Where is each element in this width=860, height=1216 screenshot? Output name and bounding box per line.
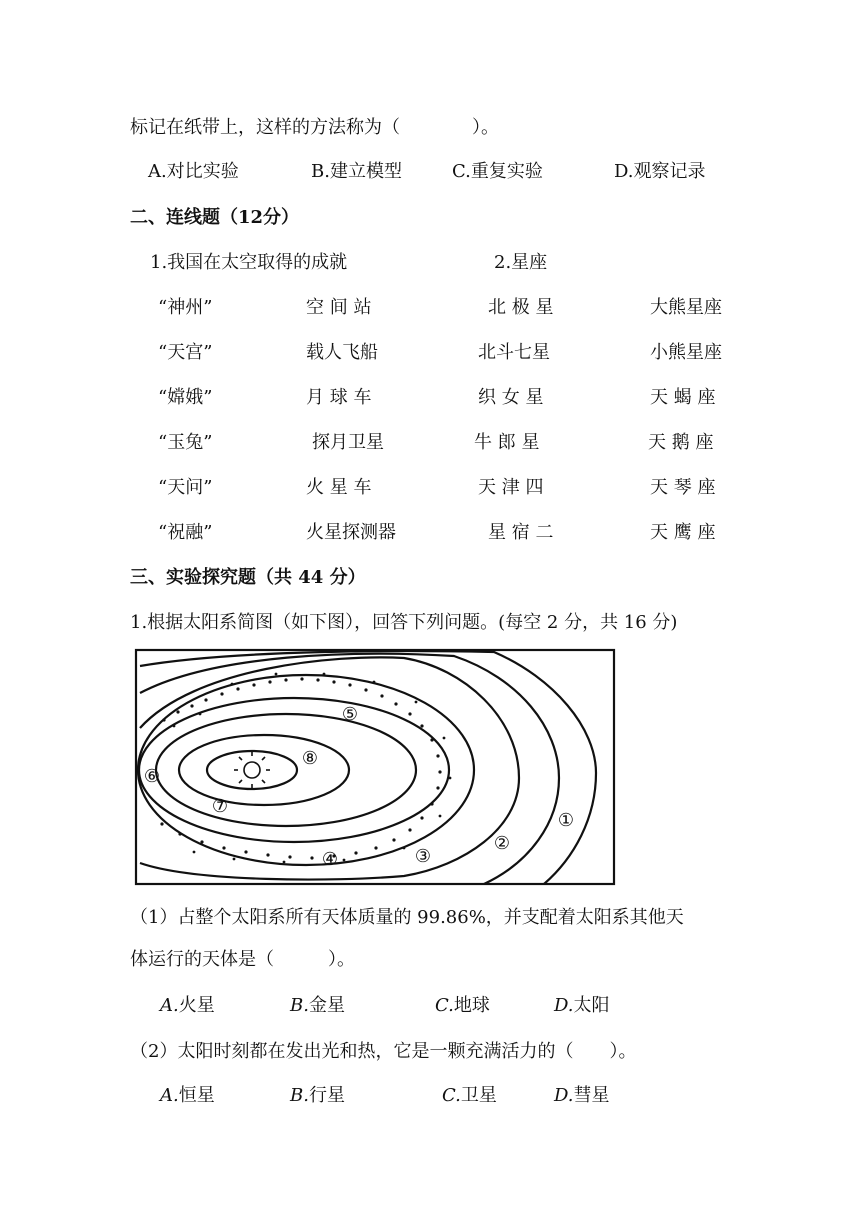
sub-question-line: （1）占整个太阳系所有天体质量的 99.86%，并支配着太阳系其他天 [130, 907, 684, 928]
question-stem: 标记在纸带上，这样的方法称为（ ）。 [130, 117, 499, 138]
sub-question-line: （2）太阳时刻都在发出光和热，它是一颗充满活力的（ ）。 [130, 1041, 637, 1062]
matching-item: 北 极 星 [488, 297, 554, 318]
option-a: A.火星 [160, 995, 215, 1016]
matching-item: “天宫” [158, 342, 213, 363]
matching-item: 探月卫星 [312, 432, 384, 453]
matching-item: “天问” [158, 477, 213, 498]
option-d: D.观察记录 [614, 161, 706, 182]
matching-item: 大熊星座 [650, 297, 722, 318]
option-b: B.行星 [290, 1085, 345, 1106]
matching-item: 空 间 站 [306, 297, 372, 318]
planet-label-6: ⑥ [143, 766, 161, 787]
option-b: B.金星 [290, 995, 345, 1016]
matching-item: “嫦娥” [158, 387, 213, 408]
planet-label-3: ③ [414, 846, 432, 867]
option-c: C.卫星 [442, 1085, 497, 1106]
planet-label-1: ① [557, 810, 575, 831]
sub-question-line: 体运行的天体是（ ）。 [130, 949, 355, 970]
planet-label-7: ⑦ [211, 796, 229, 817]
orbit-line [156, 714, 416, 826]
section-heading: 三、实验探究题（共 44 分） [130, 567, 366, 588]
solar-system-diagram [134, 648, 616, 886]
planet-label-5: ⑤ [341, 704, 359, 725]
matching-item: “玉兔” [158, 432, 213, 453]
matching-item: 天 津 四 [478, 477, 544, 498]
matching-item: 火 星 车 [306, 477, 372, 498]
orbit-line [179, 735, 349, 805]
matching-item: 载人飞船 [306, 342, 378, 363]
planet-label-2: ② [493, 833, 511, 854]
option-c: C.地球 [435, 995, 490, 1016]
matching-item: 天 蝎 座 [650, 387, 716, 408]
orbit-line [140, 657, 519, 879]
option-d: D.太阳 [554, 995, 610, 1016]
option-c: C.重复实验 [452, 161, 543, 182]
orbit-line [207, 751, 297, 789]
matching-subtitle-2: 2.星座 [494, 252, 548, 273]
orbit-line [138, 675, 474, 865]
section-heading: 二、连线题（12分） [130, 207, 300, 228]
planet-label-4: ④ [321, 849, 339, 870]
matching-item: 天 琴 座 [650, 477, 716, 498]
matching-item: 天 鹅 座 [648, 432, 714, 453]
matching-item: 小熊星座 [650, 342, 722, 363]
matching-item: 牛 郎 星 [474, 432, 540, 453]
orbit-line [139, 698, 449, 842]
option-a: A.恒星 [160, 1085, 215, 1106]
matching-item: 星 宿 二 [488, 522, 554, 543]
option-b: B.建立模型 [311, 161, 402, 182]
option-a: A.对比实验 [148, 161, 239, 182]
matching-item: 织 女 星 [478, 387, 544, 408]
matching-subtitle-1: 1.我国在太空取得的成就 [150, 252, 348, 273]
matching-item: “祝融” [158, 522, 213, 543]
matching-item: 月 球 车 [306, 387, 372, 408]
matching-item: 火星探测器 [306, 522, 396, 543]
matching-item: 北斗七星 [478, 342, 550, 363]
sun-icon [234, 752, 270, 788]
option-d: D.彗星 [554, 1085, 610, 1106]
question-stem: 1.根据太阳系简图（如下图），回答下列问题。(每空 2 分，共 16 分) [130, 612, 678, 633]
planet-label-8: ⑧ [301, 748, 319, 769]
matching-item: 天 鹰 座 [650, 522, 716, 543]
matching-item: “神州” [158, 297, 213, 318]
